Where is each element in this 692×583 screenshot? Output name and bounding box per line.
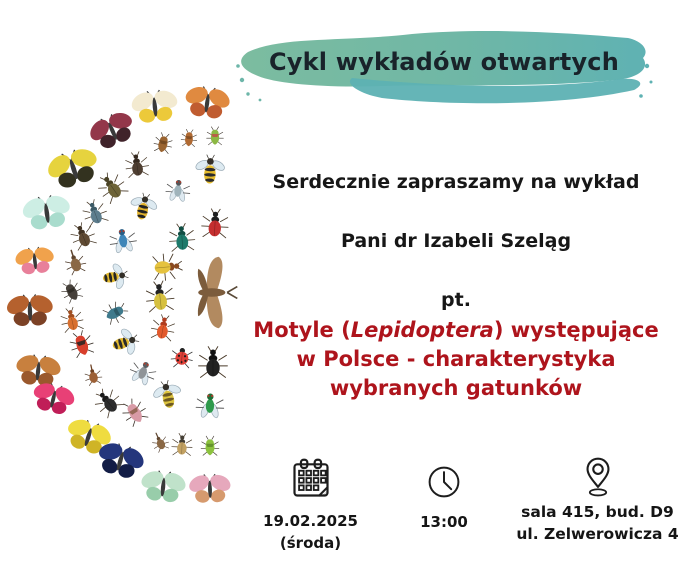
event-date-value: 19.02.2025 — [263, 512, 358, 530]
insect-fly — [186, 381, 234, 429]
event-date — [258, 457, 363, 554]
event-location — [515, 455, 680, 545]
calendar-icon — [289, 457, 333, 501]
banner — [232, 22, 656, 110]
event-time-value: 13:00 — [420, 513, 468, 531]
event-date-weekday: (środa) — [279, 534, 342, 552]
insect-semicircle — [0, 0, 260, 583]
title-prefix: pt. — [441, 289, 471, 311]
event-time — [394, 464, 494, 533]
location-pin-icon — [578, 455, 618, 497]
insect-beetle — [189, 339, 237, 387]
event-location-room: sala 415, bud. D9 — [521, 503, 674, 521]
lecture-title-line2: w Polsce - charakterystyka — [296, 347, 616, 371]
lecture-title — [240, 316, 672, 403]
lecturer-name: Pani dr Izabeli Szeląg — [340, 230, 572, 252]
lecture-title-line3: wybranych gatunków — [329, 376, 583, 400]
clock-icon — [426, 464, 462, 500]
insect-bug — [194, 431, 226, 463]
lecture-title-line1: Motyle (Lepidoptera) występujące — [253, 318, 659, 342]
event-location-street: ul. Zelwerowicza 4 — [516, 525, 679, 543]
lecture-title-latin: Lepidoptera — [350, 318, 494, 342]
invitation-line: Serdecznie zapraszamy na wykład — [272, 171, 640, 193]
insect-butterfly — [181, 461, 239, 519]
banner-title: Cykl wykładów otwartych — [268, 48, 620, 76]
